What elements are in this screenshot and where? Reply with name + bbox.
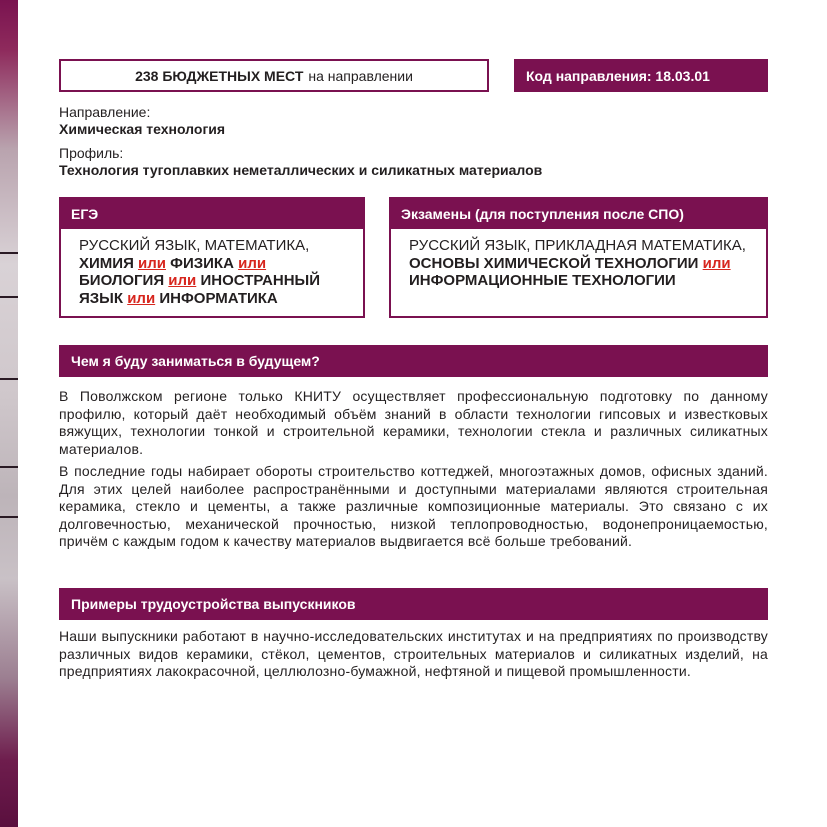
future-section-title: Чем я буду заниматься в будущем? <box>59 345 768 377</box>
ege-exams-list <box>61 229 363 307</box>
spo-exams-list <box>391 229 766 290</box>
future-paragraph-2: В последние годы набирает обороты строительство коттеджей, многоэтажных домов, офисных зданий. Для этих целей наиболее распространёнными и доступными материалами являются строительная керамика, стекло и цементы, а также различные композиционные материалы. Это связано с их долговечностью, механической прочностью, низкой теплопроводностью, водонепроницаемостью, причём с каждым годом к качеству материалов выдвигается всё больше требований. <box>59 463 768 549</box>
ege-subject-biology: БИОЛОГИЯ <box>79 272 165 289</box>
or-marker: или <box>138 254 166 272</box>
direction-value: Химическая технология <box>59 121 226 137</box>
future-paragraph-1: В Поволжском регионе только КНИТУ осуществляет профессиональную подготовку по данному профилю, который даёт необходимый объём знаний в области технологии гипсовых и известковых вяжущих, технологии тонкой и строительной керамики, технологии стекла и различных силикатных материалов. <box>59 388 768 457</box>
spo-exams-box <box>389 197 768 318</box>
or-marker: или <box>702 254 731 272</box>
budget-places-box <box>59 59 489 92</box>
jobs-section-title: Примеры трудоустройства выпускников <box>59 588 768 620</box>
spo-subject-chem-tech: ОСНОВЫ ХИМИЧЕСКОЙ ТЕХНОЛОГИИ <box>409 254 699 272</box>
direction-label: Направление: <box>59 104 151 120</box>
or-marker: или <box>238 254 267 272</box>
ege-exams-title: ЕГЭ <box>61 199 363 229</box>
budget-places-count: 238 БЮДЖЕТНЫХ МЕСТ <box>135 67 304 84</box>
profile-value: Технология тугоплавких неметаллических и силикатных материалов <box>59 162 543 178</box>
spo-subject-info-tech: ИНФОРМАЦИОННЫЕ ТЕХНОЛОГИИ <box>409 272 676 289</box>
ege-exams-base: РУССКИЙ ЯЗЫК, МАТЕМАТИКА, <box>79 237 310 254</box>
direction-code-box: Код направления: 18.03.01 <box>514 59 768 92</box>
spo-exams-title: Экзамены (для поступления после СПО) <box>391 199 766 229</box>
jobs-paragraph: Наши выпускники работают в научно-исследовательских институтах и на предприятиях по производству различных видов керамики, стёкол, цементов, строительных материалов и силикатных изделий, на предприятиях лакокрасочной, целлюлозно-бумажной, нефтяной и пищевой промышленности. <box>59 628 768 679</box>
ege-subject-chemistry: ХИМИЯ <box>79 254 134 272</box>
budget-places-suffix: на направлении <box>308 67 413 84</box>
or-marker: или <box>127 289 156 307</box>
ege-subject-physics: ФИЗИКА <box>170 254 234 272</box>
or-marker: или <box>168 272 197 289</box>
ege-exams-box <box>59 197 365 318</box>
ege-subject-informatics: ИНФОРМАТИКА <box>159 289 278 307</box>
spo-exams-base: РУССКИЙ ЯЗЫК, ПРИКЛАДНАЯ МАТЕМАТИКА, <box>409 237 746 254</box>
decorative-side-strip <box>0 0 18 827</box>
profile-label: Профиль: <box>59 145 124 161</box>
ege-subject-foreign: ИНОСТРАННЫЙ ЯЗЫК <box>79 272 321 307</box>
